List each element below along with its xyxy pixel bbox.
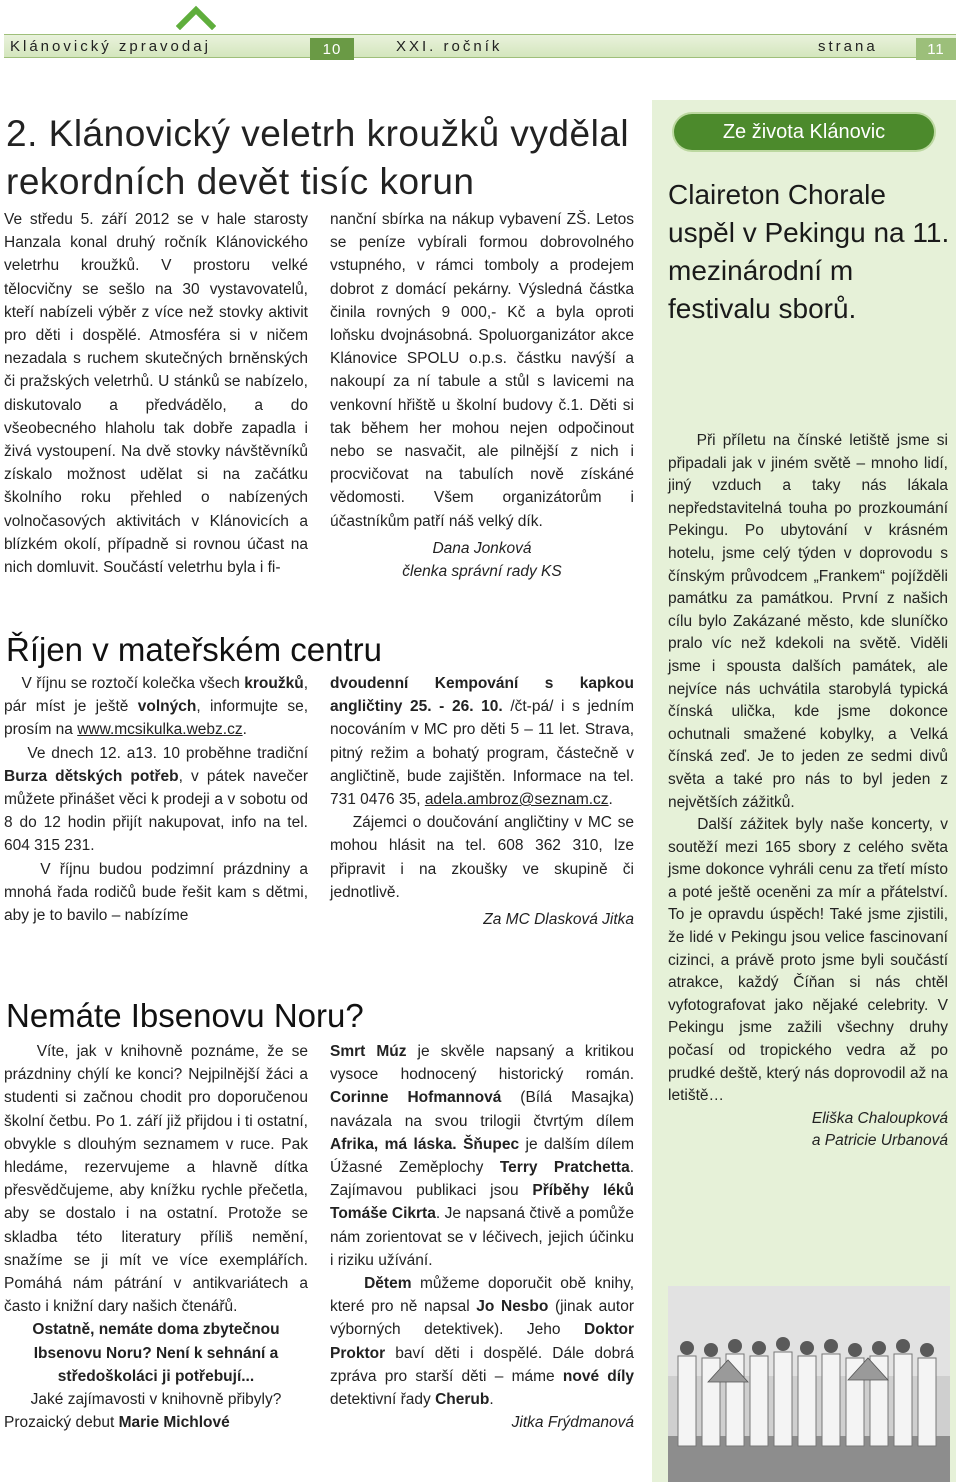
choir-group-photo (668, 1286, 950, 1482)
article-knihovna-col2 (330, 1040, 634, 1434)
page-header (4, 34, 956, 58)
lib-paragraph-4: Prozaický debut Marie Michlové (4, 1414, 230, 1432)
logo-chevron-icon (176, 4, 216, 30)
sidebar-ze-zivota (652, 100, 956, 1482)
article-knihovna-col1 (4, 1040, 308, 1434)
sidebar-author-1: Eliška Chaloupková (811, 1109, 948, 1127)
mc-email-link[interactable]: adela.ambroz@seznam.cz (424, 791, 609, 809)
sidebar-paragraph-2: Další zážitek byly naše koncerty, v soutěží mezi 165 sbory z celého světa jsme dokonce vyhráli cenu za třetí místo a poté ještě oceněni za mír a přátelství. To je opravdu úspěch! Také jsme zjistili, že lidé v Pekingu jsou velice fascinovaní cizinci, a právě proto jsme byli součástí atrakce, každý Číňan si nás chtěl vyfotografovat jako nějaké celebrity. V Pekingu jsme zažili všechny druhy počasí od tropického vedra až po prudké deště, který nás doprovodil až na letiště… (668, 816, 948, 1105)
mc-author: Za MC Dlasková Jitka (483, 911, 634, 929)
article-mc-col1 (4, 672, 308, 927)
lib-paragraph-3: Jaké zajímavosti v knihovně přibyly? (30, 1391, 282, 1409)
page-number-right: 11 (916, 38, 956, 60)
mc-paragraph-4: dvoudenní Kempování s kapkou angličtiny 25. - 26. 10. /čt-pá/ i s jedním nocováním v MC pro děti 5 – 11 let. Strava, pitný režim a bohatý program, částečně v angličtině, bude zajištěn. Informace na tel. 731 0476 35, adela.ambroz@seznam.cz. (330, 675, 635, 809)
lib-author: Jitka Frýdmanová (511, 1414, 634, 1432)
lib-paragraph-2: Ostatně, nemáte doma zbytečnou Ibsenovu Noru? Není k sehnání a středoškoláci ji potřebují... (32, 1321, 280, 1385)
lib-paragraph-5: Smrt Múz je skvěle napsaný a kritikou vysoce hodnocený historický román. Corinne Hofmannová (Bílá Masajka) navázala na svou trilogii čtvrtým dílem Afrika, má láska. Šňupec je dalším dílem Úžasné Zeměplochy Terry Pratchetta. Zajímavou publikaci jsou Příběhy léků Tomáše Cikrta. Je napsaná čtivě a pomůže nám zorientovat se v léčivech, jejich účinku i riziku užívání. (330, 1043, 635, 1269)
header-page-label: strana (818, 38, 878, 55)
lib-paragraph-6: Dětem můžeme doporučit obě knihy, které pro ně napsal Jo Nesbo (jinak autor výborných detektivek). Jeho Doktor Proktor baví děti i dospělé. Dále dobrá zpráva pro starší děti – máme nové díly detektivní řady Cherub. (330, 1275, 634, 1409)
sidebar-article-title: Claireton Chorale uspěl v Pekingu na 11. mezinárodní m festivalu sborů. (668, 179, 950, 324)
sidebar-author-2: a Patricie Urbanová (811, 1132, 948, 1150)
sidebar-paragraph-1: Při příletu na čínské letiště jsme si připadali jak v jiném světě – mnoho lidí, jiný vzduch a taky nás lákala nepředstavitelná touha po prozkoumání Pekingu. Po ubytování v krásném hotelu, jsme celý týden v doprovodu s čínským průvodcem „Frankem“ pojížděli památku za památkou. První z našich cílu bylo Zakázané město, kde sluníčko pralo víc než kdekoli na světě. Viděli jsme i spousta dalších památek, ale nejvíce nás uchvátila starobylá typická čínská ulička, kde jsme dokonce ochutnali smažené kobylky, a Velká čínská zeď. Je to jeden ze sedmi divů světa a také pro nás to byl jeden z největších zážitků. (668, 432, 948, 811)
article-veletrh-text2: nanční sbírka na nákup vybavení ZŠ. Letos se peníze vybírali formou dobrovolného vstupného, v rámci tomboly a prodejem dobrot z domácí pekárny. Výsledná částka činila rovných 9 000,- Kč a byla oproti loňsku dvojnásobná. Spoluorganizátor akce Klánovice SPOLU o.p.s. částku navýší a nakoupí za ní tabule a stůl s lavicemi na venkovní hřiště u školní budovy č.1. Děti si tak během her mohou nejen odpočinout nebo se nasvačit, ale pilnější z nich i procvičovat na tabulích nově získáné vědomosti. Všem organizátorům i účastníkům patří náš velký dík. (330, 211, 634, 530)
lib-paragraph-1: Víte, jak v knihovně poznáme, že se prázdniny chýlí ke konci? Nejpilnější žáci a studenti si začnou chodit pro doporučenou školní četbu. Po 1. září již přijdou i ti ostatní, obvykle s dlouhým seznamem v ruce. Pak hledáme, rezervujeme a hlavně dítka přesvědčujeme, aby knížku rychle přečetla, aby se dostalo i na ostatní. Protože se skladba této literatury příliš nemění, snažíme se ji mít ve více exemplářích. Pomáhá nám pátrání v antikvariátech a často i knižní dary našich čtenářů. (4, 1043, 308, 1316)
mc-paragraph-5: Zájemci o doučování angličtiny v MC se mohou hlásit na tel. 608 362 310, lze připravit i na zkoušky ve skupině či jednotlivě. (330, 814, 634, 901)
mc-paragraph-3: V říjnu budou podzimní prázdniny a mnohá řada rodičů bude řešit kam s dětmi, aby je to bavilo – nabízíme (4, 860, 308, 925)
header-volume: XXI. ročník (396, 38, 503, 55)
article-mc-col2 (330, 672, 634, 931)
article-veletrh-text1: Ve středu 5. září 2012 se v hale starosty Hanzala konal druhý ročník Klánovického veletrhu kroužků. V prostoru velké tělocvičny se sešlo na 30 vystavovatelů, kteří nabízeli výběr z více než stovky aktivit pro děti i dospělé. Atmosféra si v ničem nezadala s ruchem skutečných brněnských či pražských veletrhů. U stánků se nabízelo, diskutovalo a předvádělo, a do všeobecného hlaholu tak dobře zapadla i živá vystoupení. Na dvě stovky návštěvníků získalo možnost udělat si na začátku školního roku přehled o nabízených volnočasových aktivitách v Klánovicích a blízkém okolí, případně si rovnou účast na nich domluvit. Součástí veletrhu byla i fi- (4, 211, 308, 577)
sidebar-section-label: Ze života Klánovic (674, 114, 934, 150)
author-name: Dana Jonková (432, 539, 532, 557)
mc-paragraph-2: Ve dnech 12. a13. 10 proběhne tradiční Burza dětských potřeb, v pátek navečer můžete přinášet věci k prodeji a v sobotu od 8 do 12 hodin přijít nakupovat, info na tel. 604 315 231. (4, 744, 308, 855)
article-veletrh-col2 (330, 208, 634, 583)
mc-website-link[interactable]: www.mcsikulka.webz.cz (77, 721, 243, 739)
article-title-veletrh: 2. Klánovický veletrh kroužků vydělal rekordních devět tisíc korun (6, 113, 630, 202)
page-number-left: 10 (310, 38, 354, 60)
sidebar-article-body (668, 430, 948, 1153)
article-veletrh-col1 (4, 208, 308, 579)
article-title-mc: Říjen v mateřském centru (6, 631, 382, 668)
header-publication: Klánovický zpravodaj (10, 38, 211, 55)
mc-paragraph-1: V říjnu se roztočí kolečka všech kroužků, pár míst je ještě volných, informujte se, prosím na www.mcsikulka.webz.cz. (4, 675, 308, 739)
author-role: členka správní rady KS (402, 563, 562, 581)
article-title-knihovna: Nemáte Ibsenovu Noru? (6, 997, 364, 1034)
